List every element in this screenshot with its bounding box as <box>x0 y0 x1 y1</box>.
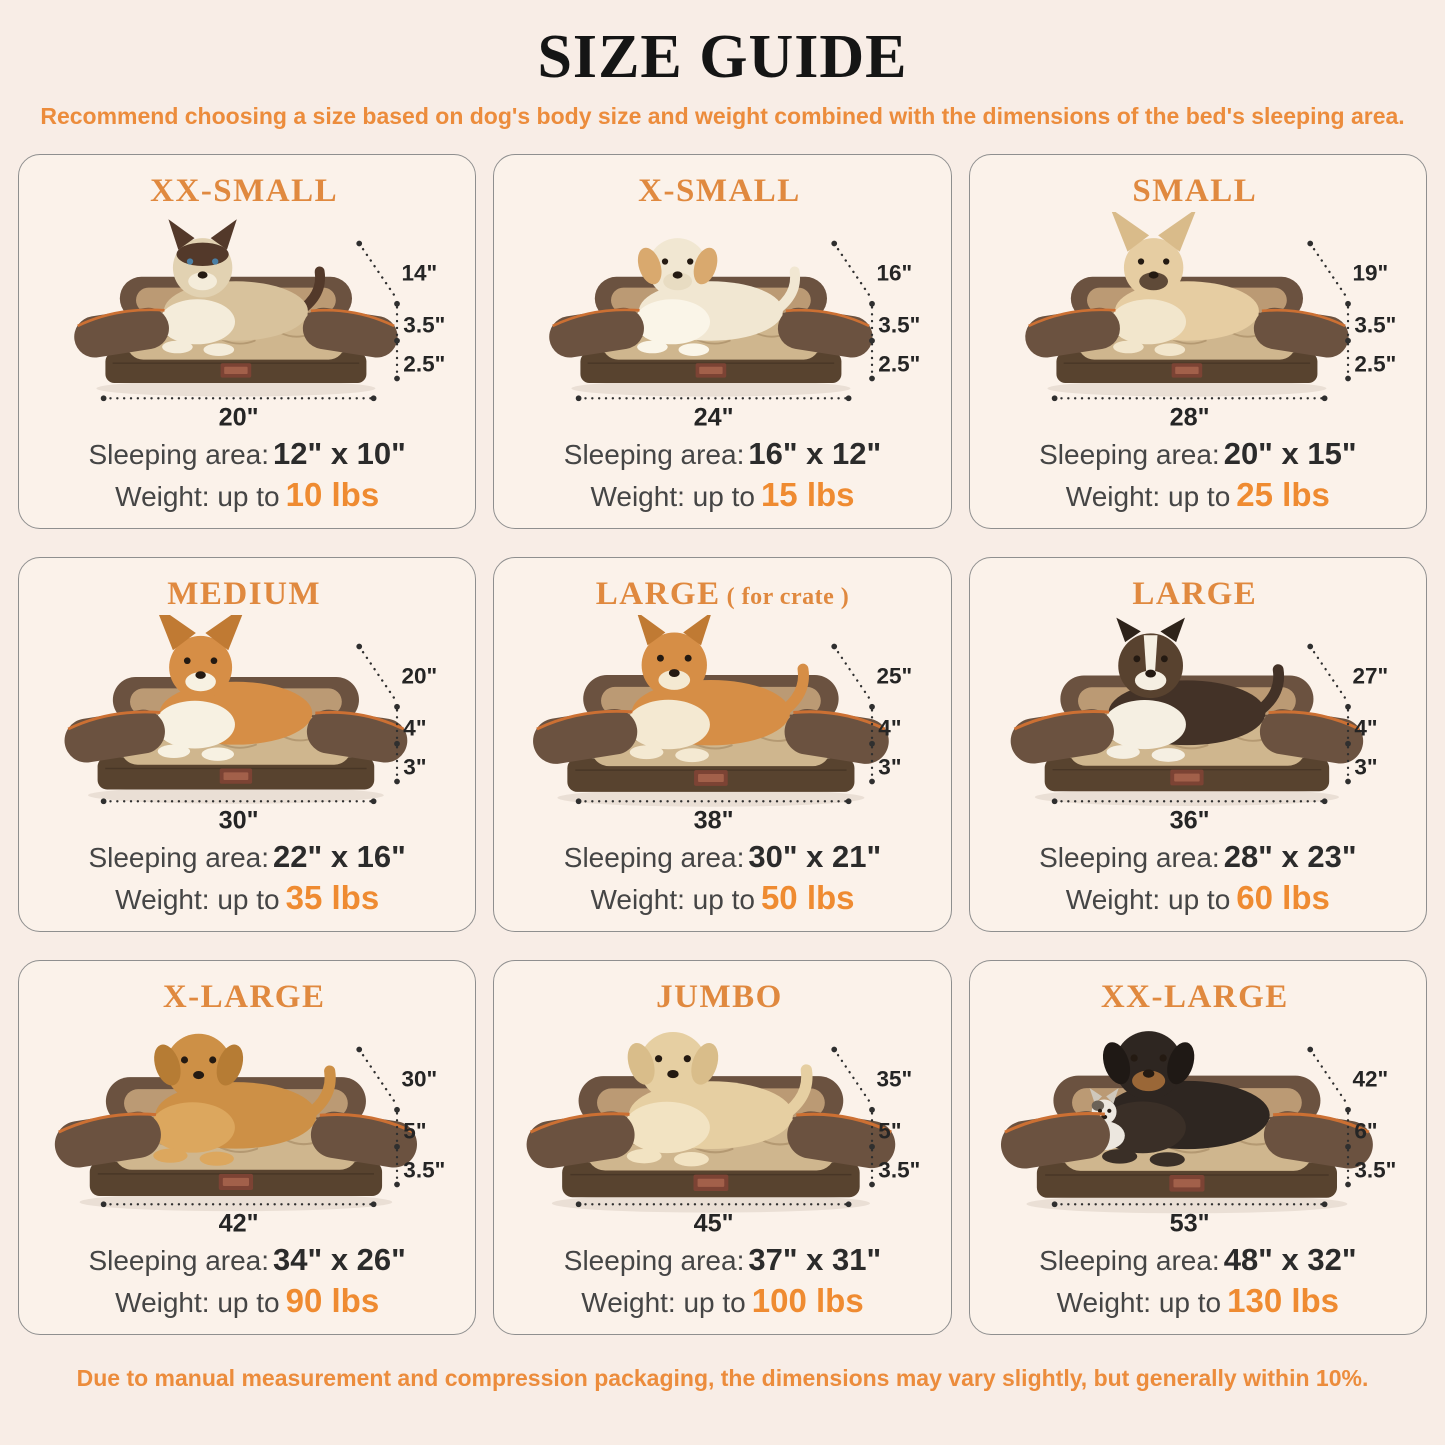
bed-drawing <box>997 1031 1376 1213</box>
diagonal-dimension: 19" <box>1352 260 1388 286</box>
card-size-label: LARGE <box>1132 576 1258 612</box>
sleeping-area-label: Sleeping area: <box>1039 1245 1220 1276</box>
sleeping-area-line <box>23 839 471 875</box>
diagonal-dimension: 14" <box>401 260 438 286</box>
dog-bed-illustration <box>974 212 1422 428</box>
upper-height-dimension: 3.5" <box>878 312 921 338</box>
upper-height-dimension: 5" <box>403 1118 427 1144</box>
weight-line <box>974 1282 1422 1320</box>
card-size-label: XX-SMALL <box>150 173 339 209</box>
card-title <box>974 979 1422 1016</box>
weight-value: 25 lbs <box>1236 476 1330 513</box>
size-card <box>493 557 951 932</box>
sleeping-area-value: 12" x 10" <box>273 436 406 471</box>
size-card <box>18 557 476 932</box>
dog-bed-illustration <box>498 212 946 428</box>
sleeping-area-line <box>974 1242 1422 1278</box>
bed-drawing <box>530 615 892 807</box>
weight-label: Weight: up to <box>1065 884 1231 915</box>
sleeping-area-label: Sleeping area: <box>1039 842 1220 873</box>
bed-drawing <box>51 1034 420 1211</box>
weight-label: Weight: up to <box>115 1287 280 1318</box>
lower-height-dimension: 3" <box>878 754 902 780</box>
upper-height-dimension: 3.5" <box>1353 312 1396 338</box>
weight-label: Weight: up to <box>115 481 280 512</box>
dog-bed-illustration <box>23 1018 471 1234</box>
card-title <box>23 173 471 210</box>
sleeping-area-value: 20" x 15" <box>1223 436 1357 471</box>
size-card-grid <box>0 154 1445 1335</box>
width-dimension: 42" <box>218 1209 259 1234</box>
weight-value: 10 lbs <box>285 476 380 513</box>
width-dimension: 28" <box>1169 403 1210 428</box>
dog-bed-illustration <box>23 212 471 428</box>
weight-value: 90 lbs <box>285 1282 380 1319</box>
diagonal-dimension: 27" <box>1352 663 1388 689</box>
sleeping-area-label: Sleeping area: <box>88 439 270 470</box>
sleeping-area-label: Sleeping area: <box>88 842 270 873</box>
lower-height-dimension: 3" <box>403 754 427 780</box>
card-title <box>498 576 946 613</box>
card-size-label: SMALL <box>1132 173 1258 209</box>
weight-line <box>498 879 946 917</box>
weight-line <box>23 476 471 514</box>
sleeping-area-label: Sleeping area: <box>563 439 745 470</box>
weight-value: 15 lbs <box>760 476 855 513</box>
card-size-label: X-SMALL <box>638 173 801 209</box>
diagonal-dimension: 30" <box>401 1066 438 1092</box>
size-card <box>18 960 476 1335</box>
card-size-label: X-LARGE <box>162 979 326 1015</box>
lower-height-dimension: 2.5" <box>1353 351 1396 377</box>
weight-value: 35 lbs <box>285 879 380 916</box>
lower-height-dimension: 3.5" <box>1353 1157 1396 1183</box>
weight-line <box>498 476 946 514</box>
bed-drawing <box>1022 212 1351 397</box>
sleeping-area-label: Sleeping area: <box>563 1245 745 1276</box>
sleeping-area-line <box>23 1242 471 1278</box>
sleeping-area-line <box>974 436 1422 472</box>
card-title <box>974 576 1422 613</box>
size-card <box>493 960 951 1335</box>
sleeping-area-line <box>498 436 946 472</box>
upper-height-dimension: 5" <box>878 1118 902 1144</box>
upper-height-dimension: 4" <box>878 715 902 741</box>
sleeping-area-value: 30" x 21" <box>748 839 882 874</box>
dog-bed-illustration <box>974 615 1422 831</box>
dog-bed-illustration <box>23 615 471 831</box>
card-title <box>498 979 946 1016</box>
card-size-label: XX-LARGE <box>1100 979 1289 1015</box>
upper-height-dimension: 4" <box>1353 715 1378 741</box>
diagonal-dimension: 35" <box>876 1066 913 1092</box>
bed-drawing <box>524 1032 899 1213</box>
width-dimension: 45" <box>693 1209 734 1234</box>
sleeping-area-value: 16" x 12" <box>748 436 882 471</box>
weight-value: 130 lbs <box>1227 1282 1340 1319</box>
lower-height-dimension: 3" <box>1353 754 1378 780</box>
diagonal-dimension: 16" <box>876 260 913 286</box>
upper-height-dimension: 6" <box>1353 1118 1378 1144</box>
sleeping-area-label: Sleeping area: <box>88 1245 270 1276</box>
card-title <box>498 173 946 210</box>
dog-bed-illustration <box>498 1018 946 1234</box>
upper-height-dimension: 3.5" <box>403 312 446 338</box>
sleeping-area-label: Sleeping area: <box>1039 439 1220 470</box>
footer-note: Due to manual measurement and compression packaging, the dimensions may vary slightly, but generally within 10%. <box>76 1365 1369 1391</box>
card-title <box>974 173 1422 210</box>
lower-height-dimension: 2.5" <box>403 351 446 377</box>
sleeping-area-value: 22" x 16" <box>273 839 406 874</box>
sleeping-area-value: 48" x 32" <box>1223 1242 1357 1277</box>
page-subtitle: Recommend choosing a size based on dog's body size and weight combined with the dimensions of the bed's sleeping area. <box>40 103 1405 129</box>
page-title: SIZE GUIDE <box>537 23 908 91</box>
card-size-label: JUMBO <box>656 979 783 1015</box>
weight-label: Weight: up to <box>1065 481 1231 512</box>
bed-drawing <box>61 615 410 804</box>
weight-label: Weight: up to <box>590 481 755 512</box>
sleeping-area-line <box>23 436 471 472</box>
weight-line <box>974 476 1422 514</box>
sleeping-area-value: 28" x 23" <box>1223 839 1357 874</box>
lower-height-dimension: 3.5" <box>403 1157 446 1183</box>
sleeping-area-value: 37" x 31" <box>748 1242 882 1277</box>
width-dimension: 53" <box>1169 1209 1210 1234</box>
width-dimension: 36" <box>1169 806 1210 831</box>
weight-line <box>974 879 1422 917</box>
lower-height-dimension: 3.5" <box>878 1157 921 1183</box>
size-card <box>969 960 1427 1335</box>
width-dimension: 38" <box>693 806 734 831</box>
card-size-suffix: ( for crate ) <box>726 584 850 610</box>
weight-line <box>23 879 471 917</box>
width-dimension: 20" <box>218 403 259 428</box>
diagonal-dimension: 42" <box>1352 1066 1388 1092</box>
weight-line <box>23 1282 471 1320</box>
size-card <box>18 154 476 529</box>
bed-drawing <box>547 238 876 396</box>
diagonal-dimension: 20" <box>401 663 438 689</box>
lower-height-dimension: 2.5" <box>878 351 921 377</box>
weight-value: 60 lbs <box>1236 879 1330 916</box>
card-title <box>23 979 471 1016</box>
weight-label: Weight: up to <box>1056 1287 1222 1318</box>
sleeping-area-line <box>498 839 946 875</box>
width-dimension: 24" <box>693 403 734 428</box>
card-size-label: LARGE <box>595 576 721 612</box>
dog-bed-illustration <box>974 1018 1422 1234</box>
diagonal-dimension: 25" <box>876 663 913 689</box>
weight-value: 50 lbs <box>760 879 855 916</box>
sleeping-area-label: Sleeping area: <box>563 842 745 873</box>
size-card <box>969 557 1427 932</box>
weight-value: 100 lbs <box>751 1282 864 1319</box>
card-size-label: MEDIUM <box>167 576 322 612</box>
card-title <box>23 576 471 613</box>
size-card <box>493 154 951 529</box>
sleeping-area-line <box>498 1242 946 1278</box>
width-dimension: 30" <box>218 806 259 831</box>
bed-drawing <box>71 219 400 396</box>
weight-label: Weight: up to <box>115 884 280 915</box>
upper-height-dimension: 4" <box>403 715 427 741</box>
dog-bed-illustration <box>498 615 946 831</box>
weight-label: Weight: up to <box>590 884 755 915</box>
sleeping-area-line <box>974 839 1422 875</box>
page-header <box>0 0 1445 154</box>
weight-label: Weight: up to <box>581 1287 746 1318</box>
size-card <box>969 154 1427 529</box>
sleeping-area-value: 34" x 26" <box>273 1242 406 1277</box>
weight-line <box>498 1282 946 1320</box>
